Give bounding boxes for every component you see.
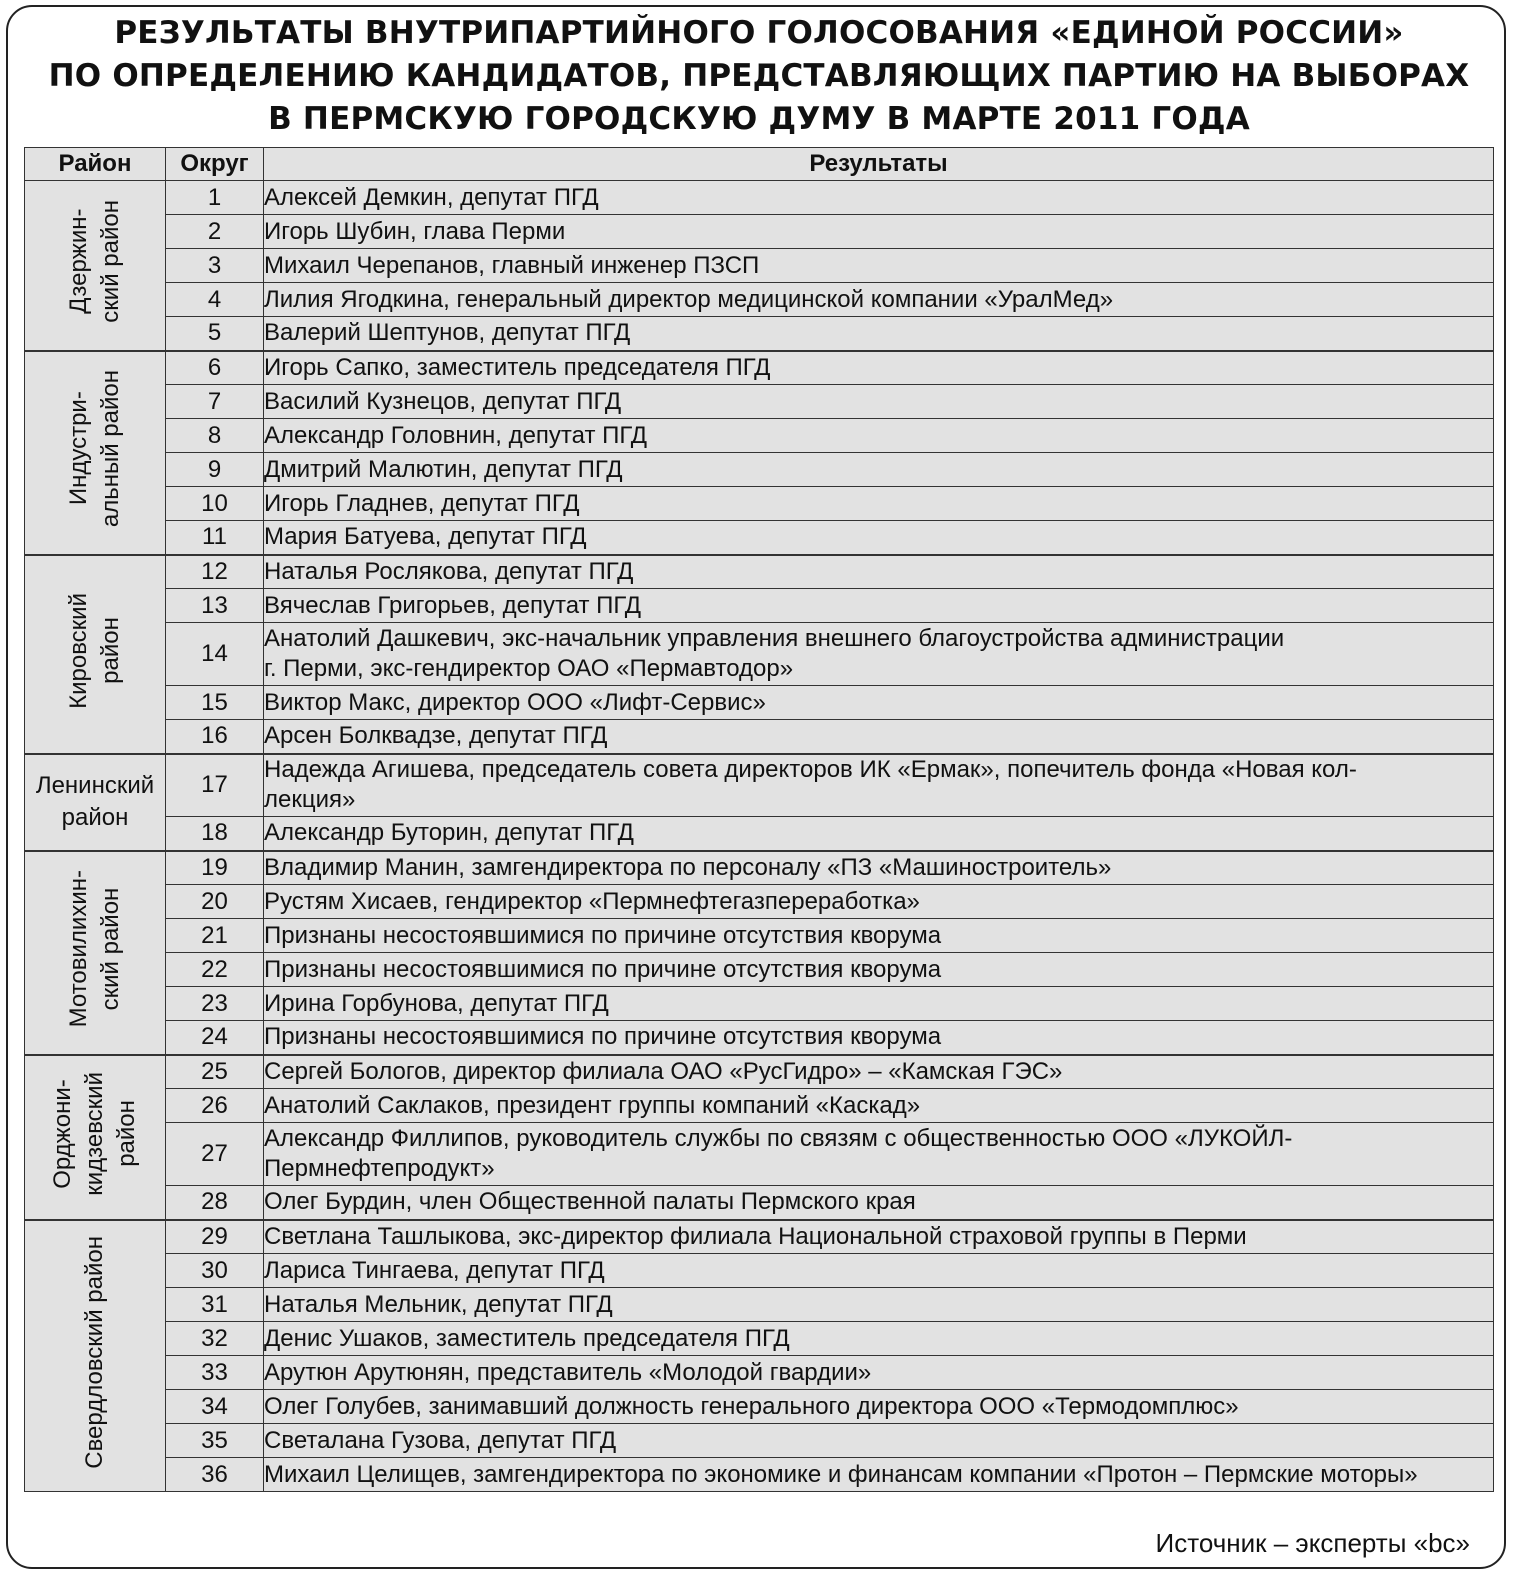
- okrug-number: 36: [166, 1458, 264, 1492]
- table-row: [25, 1356, 1494, 1390]
- district-cell: [25, 851, 166, 1055]
- result-text: Александр Головнин, депутат ПГД: [264, 419, 1494, 453]
- okrug-number: 28: [166, 1186, 264, 1220]
- okrug-number: 33: [166, 1356, 264, 1390]
- title-line-1: РЕЗУЛЬТАТЫ ВНУТРИПАРТИЙНОГО ГОЛОСОВАНИЯ «ЕДИНОЙ РОССИИ»: [114, 15, 1404, 51]
- result-text: Наталья Рослякова, депутат ПГД: [264, 555, 1494, 589]
- okrug-number: 19: [166, 851, 264, 885]
- result-text: Лилия Ягодкина, генеральный директор медицинской компании «УралМед»: [264, 283, 1494, 317]
- district-cell: [25, 754, 166, 851]
- okrug-number: 26: [166, 1089, 264, 1123]
- result-text: Денис Ушаков, заместитель председателя ПГД: [264, 1322, 1494, 1356]
- result-text: Анатолий Саклаков, президент группы компаний «Каскад»: [264, 1089, 1494, 1123]
- district-name: Мотовилихин- ский район: [65, 870, 124, 1028]
- okrug-number: 18: [166, 817, 264, 851]
- table-row: [25, 953, 1494, 987]
- okrug-number: 34: [166, 1390, 264, 1424]
- okrug-number: 6: [166, 351, 264, 385]
- table-row: [25, 317, 1494, 351]
- table-row: [25, 385, 1494, 419]
- result-text: Алексей Демкин, депутат ПГД: [264, 181, 1494, 215]
- district-cell: [25, 1220, 166, 1492]
- table-row: [25, 754, 1494, 817]
- result-text: Признаны несостоявшимися по причине отсутствия кворума: [264, 919, 1494, 953]
- okrug-number: 35: [166, 1424, 264, 1458]
- table-row: [25, 589, 1494, 623]
- result-text: Арсен Болквадзе, депутат ПГД: [264, 720, 1494, 754]
- district-name: Индустри- альный район: [65, 370, 124, 528]
- table-row: [25, 249, 1494, 283]
- header-results: Результаты: [264, 148, 1494, 181]
- table-row: [25, 487, 1494, 521]
- result-text: Светалана Гузова, депутат ПГД: [264, 1424, 1494, 1458]
- result-text: Мария Батуева, депутат ПГД: [264, 521, 1494, 555]
- table-row: [25, 419, 1494, 453]
- table-row: [25, 283, 1494, 317]
- result-text: Дмитрий Малютин, депутат ПГД: [264, 453, 1494, 487]
- okrug-number: 7: [166, 385, 264, 419]
- table-row: [25, 720, 1494, 754]
- table-row: [25, 623, 1494, 686]
- result-text: Игорь Шубин, глава Перми: [264, 215, 1494, 249]
- table-row: [25, 851, 1494, 885]
- table-row: [25, 1390, 1494, 1424]
- table-row: [25, 1424, 1494, 1458]
- okrug-number: 4: [166, 283, 264, 317]
- district-cell: [25, 555, 166, 754]
- okrug-number: 17: [166, 754, 264, 817]
- result-text: Сергей Бологов, директор филиала ОАО «РусГидро» – «Камская ГЭС»: [264, 1055, 1494, 1089]
- district-name: Дзержин- ский район: [65, 200, 124, 324]
- result-text: Александр Филлипов, руководитель службы по связям с общественностью ООО «ЛУКОЙЛ- Пермнефтепродукт»: [264, 1123, 1494, 1186]
- okrug-number: 1: [166, 181, 264, 215]
- table-row: [25, 1220, 1494, 1254]
- result-text: Рустям Хисаев, гендиректор «Пермнефтегазпереработка»: [264, 885, 1494, 919]
- okrug-number: 23: [166, 987, 264, 1021]
- result-text: Василий Кузнецов, депутат ПГД: [264, 385, 1494, 419]
- okrug-number: 11: [166, 521, 264, 555]
- result-text: Виктор Макс, директор ООО «Лифт-Сервис»: [264, 686, 1494, 720]
- title-line-3: В ПЕРМСКУЮ ГОРОДСКУЮ ДУМУ В МАРТЕ 2011 ГОДА: [268, 101, 1250, 137]
- table-row: [25, 1288, 1494, 1322]
- district-name: Ленинский район: [35, 772, 155, 831]
- result-text: Надежда Агишева, председатель совета директоров ИК «Ермак», попечитель фонда «Новая кол- лекция»: [264, 754, 1494, 817]
- table-row: [25, 1021, 1494, 1055]
- table-row: [25, 351, 1494, 385]
- table-row: [25, 521, 1494, 555]
- result-text: Олег Бурдин, член Общественной палаты Пермского края: [264, 1186, 1494, 1220]
- table-row: [25, 919, 1494, 953]
- table-row: [25, 181, 1494, 215]
- result-text: Признаны несостоявшимися по причине отсутствия кворума: [264, 953, 1494, 987]
- okrug-number: 9: [166, 453, 264, 487]
- title-line-2: ПО ОПРЕДЕЛЕНИЮ КАНДИДАТОВ, ПРЕДСТАВЛЯЮЩИХ ПАРТИЮ НА ВЫБОРАХ: [48, 58, 1470, 94]
- okrug-number: 14: [166, 623, 264, 686]
- table-body: [25, 181, 1494, 1492]
- okrug-number: 10: [166, 487, 264, 521]
- district-cell: [25, 181, 166, 351]
- result-text: Олег Голубев, занимавший должность генерального директора ООО «Термодомплюс»: [264, 1390, 1494, 1424]
- okrug-number: 25: [166, 1055, 264, 1089]
- okrug-number: 8: [166, 419, 264, 453]
- result-text: Анатолий Дашкевич, экс-начальник управления внешнего благоустройства администрации г. Перми, экс-гендиректор ОАО «Пермавтодор»: [264, 623, 1494, 686]
- district-name: Кировский район: [65, 592, 124, 709]
- okrug-number: 31: [166, 1288, 264, 1322]
- result-text: Михаил Черепанов, главный инженер ПЗСП: [264, 249, 1494, 283]
- okrug-number: 16: [166, 720, 264, 754]
- result-text: Валерий Шептунов, депутат ПГД: [264, 317, 1494, 351]
- result-text: Михаил Целищев, замгендиректора по экономике и финансам компании «Протон – Пермские моторы»: [264, 1458, 1494, 1492]
- okrug-number: 3: [166, 249, 264, 283]
- okrug-number: 30: [166, 1254, 264, 1288]
- result-text: Арутюн Арутюнян, представитель «Молодой гвардии»: [264, 1356, 1494, 1390]
- table-row: [25, 686, 1494, 720]
- result-text: Игорь Сапко, заместитель председателя ПГД: [264, 351, 1494, 385]
- result-text: Владимир Манин, замгендиректора по персоналу «ПЗ «Машиностроитель»: [264, 851, 1494, 885]
- okrug-number: 2: [166, 215, 264, 249]
- table-row: [25, 1089, 1494, 1123]
- district-cell: [25, 351, 166, 555]
- okrug-number: 29: [166, 1220, 264, 1254]
- source-note: Источник – эксперты «bc»: [1155, 1528, 1470, 1558]
- page-title: [0, 12, 1518, 141]
- result-text: Ирина Горбунова, депутат ПГД: [264, 987, 1494, 1021]
- table-row: [25, 817, 1494, 851]
- okrug-number: 24: [166, 1021, 264, 1055]
- table-row: [25, 555, 1494, 589]
- table-row: [25, 1186, 1494, 1220]
- district-name: Орджони- кидзевский район: [49, 1071, 140, 1196]
- okrug-number: 32: [166, 1322, 264, 1356]
- okrug-number: 22: [166, 953, 264, 987]
- district-cell: [25, 1055, 166, 1220]
- result-text: Игорь Гладнев, депутат ПГД: [264, 487, 1494, 521]
- district-name: Свердловский район: [81, 1235, 108, 1469]
- okrug-number: 15: [166, 686, 264, 720]
- table-row: [25, 1254, 1494, 1288]
- table-row: [25, 987, 1494, 1021]
- table-row: [25, 215, 1494, 249]
- okrug-number: 12: [166, 555, 264, 589]
- okrug-number: 21: [166, 919, 264, 953]
- table-row: [25, 885, 1494, 919]
- results-table: [24, 147, 1494, 1492]
- okrug-number: 5: [166, 317, 264, 351]
- table-row: [25, 1123, 1494, 1186]
- header-district: Район: [25, 148, 166, 181]
- okrug-number: 20: [166, 885, 264, 919]
- result-text: Признаны несостоявшимися по причине отсутствия кворума: [264, 1021, 1494, 1055]
- result-text: Александр Буторин, депутат ПГД: [264, 817, 1494, 851]
- result-text: Вячеслав Григорьев, депутат ПГД: [264, 589, 1494, 623]
- table-row: [25, 453, 1494, 487]
- result-text: Светлана Ташлыкова, экс-директор филиала Национальной страховой группы в Перми: [264, 1220, 1494, 1254]
- okrug-number: 27: [166, 1123, 264, 1186]
- result-text: Наталья Мельник, депутат ПГД: [264, 1288, 1494, 1322]
- table-row: [25, 1322, 1494, 1356]
- table-row: [25, 1055, 1494, 1089]
- result-text: Лариса Тингаева, депутат ПГД: [264, 1254, 1494, 1288]
- okrug-number: 13: [166, 589, 264, 623]
- table-header-row: [25, 148, 1494, 181]
- table-row: [25, 1458, 1494, 1492]
- header-okrug: Округ: [166, 148, 264, 181]
